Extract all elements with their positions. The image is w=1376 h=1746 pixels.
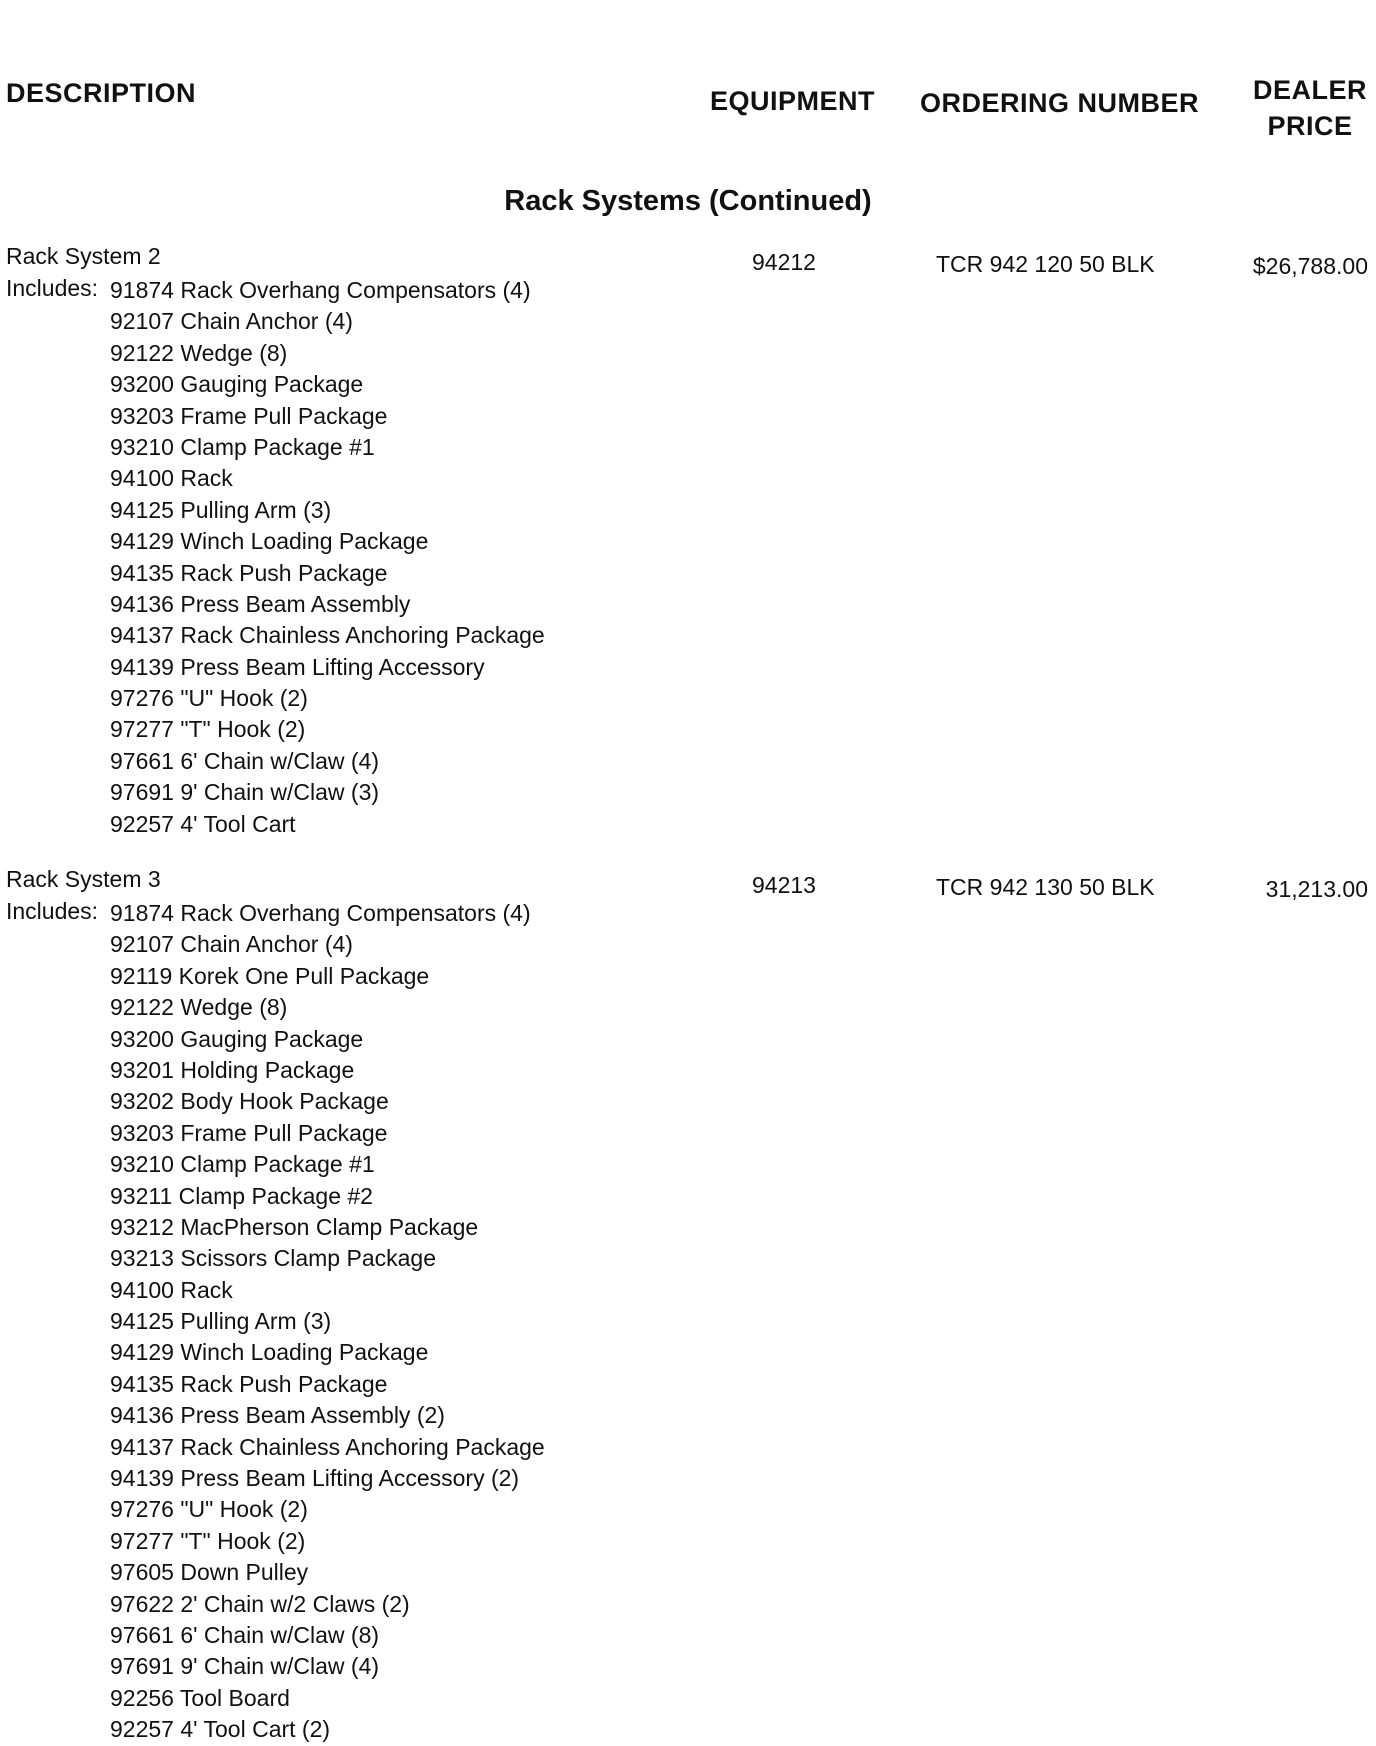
list-item: 91874 Rack Overhang Compensators (4) — [110, 900, 531, 926]
list-item: 97661 6' Chain w/Claw (4) — [110, 747, 380, 774]
list-item: 94136 Press Beam Assembly — [110, 590, 411, 617]
list-item: 97622 2' Chain w/2 Claws (2) — [110, 1590, 410, 1617]
list-item: 93211 Clamp Package #2 — [110, 1182, 373, 1209]
list-item: 92119 Korek One Pull Package — [110, 962, 430, 989]
list-item: 92122 Wedge (8) — [110, 994, 288, 1021]
list-item: 92122 Wedge (8) — [110, 339, 288, 366]
list-item: 93200 Gauging Package — [110, 371, 364, 398]
equipment-number: 94212 — [752, 249, 816, 275]
dealer-price: 31,213.00 — [1265, 876, 1368, 902]
list-item: 92107 Chain Anchor (4) — [110, 308, 353, 335]
column-header-ordering-number: ORDERING NUMBER — [920, 88, 1200, 118]
list-item: 97277 "T" Hook (2) — [110, 716, 306, 743]
list-item: 92257 4' Tool Cart (2) — [110, 1716, 331, 1743]
list-item: 97691 9' Chain w/Claw (3) — [110, 779, 380, 806]
list-item: 93200 Gauging Package — [110, 1025, 364, 1052]
list-item: 97661 6' Chain w/Claw (8) — [110, 1621, 380, 1648]
list-item: 97277 "T" Hook (2) — [110, 1527, 306, 1554]
equipment-number: 94213 — [752, 872, 816, 898]
list-item: 91874 Rack Overhang Compensators (4) — [110, 277, 531, 303]
list-item: 94136 Press Beam Assembly (2) — [110, 1402, 445, 1429]
ordering-number: TCR 942 120 50 BLK — [936, 251, 1155, 277]
list-item: 94137 Rack Chainless Anchoring Package — [110, 622, 545, 649]
includes-label: Includes: — [6, 898, 99, 924]
section-title: Rack Systems (Continued) — [504, 185, 872, 217]
system-name: Rack System 3 — [6, 866, 161, 892]
list-item: 94125 Pulling Arm (3) — [110, 1308, 332, 1335]
ordering-number: TCR 942 130 50 BLK — [936, 874, 1155, 900]
list-item: 93210 Clamp Package #1 — [110, 433, 375, 460]
list-item: 97605 Down Pulley — [110, 1559, 309, 1586]
list-item: 93203 Frame Pull Package — [110, 402, 388, 429]
column-header-equipment: EQUIPMENT — [710, 86, 876, 116]
list-item: 93213 Scissors Clamp Package — [110, 1245, 436, 1272]
list-item: 97691 9' Chain w/Claw (4) — [110, 1653, 380, 1680]
list-item: 93210 Clamp Package #1 — [110, 1151, 375, 1178]
list-item: 94139 Press Beam Lifting Accessory — [110, 653, 485, 680]
dealer-price: $26,788.00 — [1252, 253, 1368, 279]
list-item: 94135 Rack Push Package — [110, 1370, 388, 1397]
included-items-list — [110, 275, 545, 840]
includes-label: Includes: — [6, 275, 99, 301]
included-items-list — [110, 898, 545, 1746]
list-item: 93203 Frame Pull Package — [110, 1119, 388, 1146]
list-item: 94139 Press Beam Lifting Accessory (2) — [110, 1465, 520, 1492]
list-item: 94135 Rack Push Package — [110, 559, 388, 586]
list-item: 93202 Body Hook Package — [110, 1088, 389, 1115]
list-item: 92107 Chain Anchor (4) — [110, 931, 353, 958]
list-item: 97276 "U" Hook (2) — [110, 685, 308, 712]
column-header-dealer-price — [1240, 72, 1376, 144]
system-name: Rack System 2 — [6, 243, 161, 269]
column-header-description: DESCRIPTION — [6, 78, 197, 108]
list-item: 94125 Pulling Arm (3) — [110, 496, 332, 523]
list-item: 94137 Rack Chainless Anchoring Package — [110, 1433, 545, 1460]
list-item: 94100 Rack — [110, 1276, 233, 1303]
dealer-price-line2: PRICE — [1267, 111, 1353, 141]
list-item: 97276 "U" Hook (2) — [110, 1496, 308, 1523]
list-item: 94100 Rack — [110, 465, 233, 492]
list-item: 92257 4' Tool Cart — [110, 810, 296, 837]
list-item: 93201 Holding Package — [110, 1056, 355, 1083]
dealer-price-line1: DEALER — [1252, 75, 1367, 105]
list-item: 94129 Winch Loading Package — [110, 1339, 429, 1366]
list-item: 94129 Winch Loading Package — [110, 528, 429, 555]
list-item: 92256 Tool Board — [110, 1684, 290, 1711]
list-item: 93212 MacPherson Clamp Package — [110, 1213, 479, 1240]
